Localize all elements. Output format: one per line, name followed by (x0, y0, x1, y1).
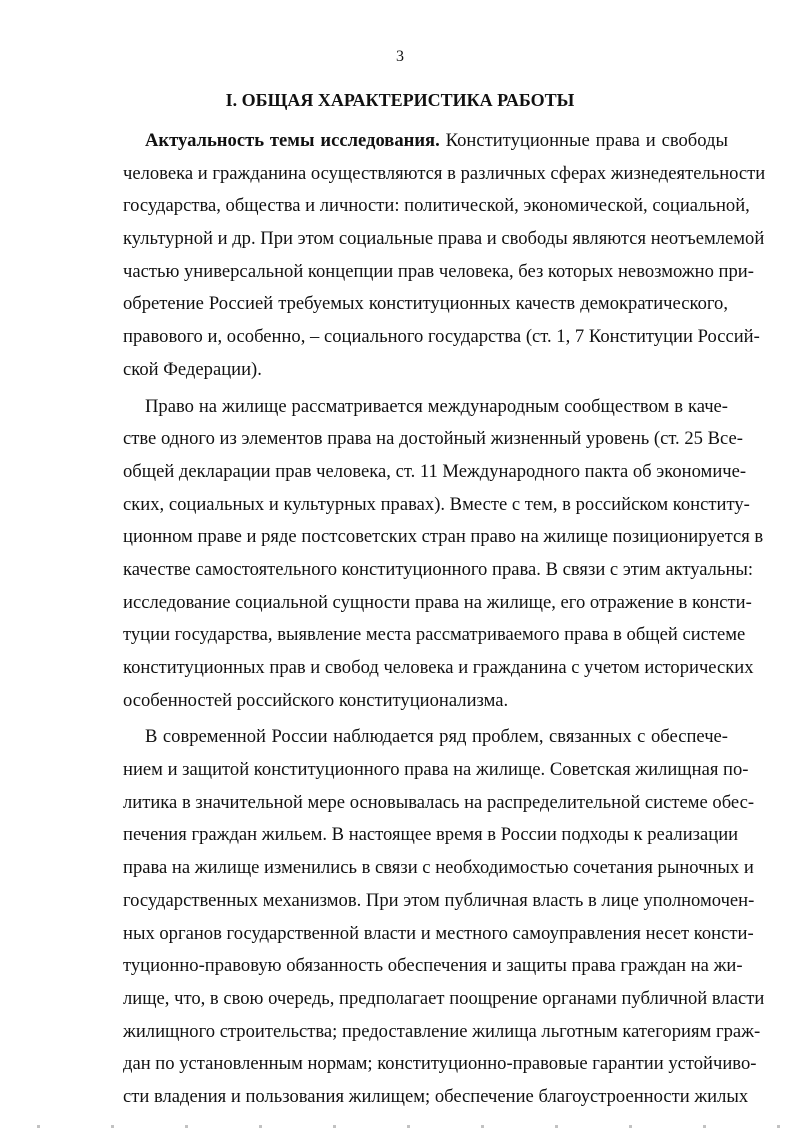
text-line: сти владения и пользования жилищем; обеспечение благоустроенности жилых (123, 1085, 749, 1107)
text-line: литика в значительной мере основывалась на распределительной системе обес- (123, 791, 755, 813)
text-line: жилищного строительства; предоставление жилища льготным категориям граж- (123, 1020, 761, 1042)
text-line: ских, социальных и культурных правах). Вместе с тем, в российском конститу- (123, 493, 750, 515)
text-line: ционном праве и ряде постсоветских стран право на жилище позиционируется в (123, 526, 764, 548)
text-line: исследование социальной сущности права на жилище, его отражение в консти- (123, 591, 752, 613)
text-line: конституционных прав и свобод человека и гражданина с учетом исторических (123, 657, 754, 678)
text-line: обретение Россией требуемых конституционных качеств демократического, (123, 293, 728, 315)
text-line: качестве самостоятельного конституционного права. В связи с этим актуальны: (123, 558, 754, 580)
paragraph-modern-russia (123, 721, 765, 1113)
text-span: Конституционные права и свободы (439, 130, 728, 151)
text-line: стве одного из элементов права на достойный жизненный уровень (ст. 25 Все- (123, 428, 743, 450)
text-line: дан по установленным нормам; конституционно-правовые гарантии устойчиво- (123, 1053, 757, 1075)
text-line: правового и, особенно, – социального государства (ст. 1, 7 Конституции Россий- (123, 326, 760, 348)
page-number: 3 (396, 48, 404, 65)
text-line: В современной России наблюдается ряд проблем, связанных с обеспече- (145, 726, 728, 748)
text-line: права на жилище изменились в связи с необходимостью сочетания рыночных и (123, 857, 754, 879)
text-line: частью универсальной концепции прав человека, без которых невозможно при- (123, 260, 754, 282)
text-line: ской Федерации). (123, 358, 262, 380)
text-line: печения граждан жильем. В настоящее время в России подходы к реализации (123, 824, 739, 846)
paragraph-relevance (123, 125, 766, 387)
text-line (123, 125, 728, 158)
paragraph-lead-in: Актуальность темы исследования. (145, 130, 440, 151)
text-line: особенностей российского конституционализма. (123, 689, 509, 711)
text-line: лище, что, в свою очередь, предполагает поощрение органами публичной власти (123, 987, 765, 1009)
text-line: государственных механизмов. При этом публичная власть в лице уполномочен- (123, 889, 755, 911)
text-line: ных органов государственной власти и местного самоуправления несет консти- (123, 922, 754, 944)
body-text (123, 125, 766, 1114)
text-line: нием и защитой конституционного права на жилище. Советская жилищная по- (123, 759, 749, 781)
text-line: Право на жилище рассматривается международным сообществом в каче- (145, 395, 728, 417)
text-line: туции государства, выявление места рассматриваемого права в общей системе (123, 624, 746, 646)
paragraph-housing-right (123, 391, 764, 718)
text-line: человека и гражданина осуществляются в различных сферах жизнедеятельности (123, 162, 766, 184)
section-title: I. ОБЩАЯ ХАРАКТЕРИСТИКА РАБОТЫ (225, 90, 575, 110)
scan-edge-artifact (0, 1125, 800, 1128)
text-line: туционно-правовую обязанность обеспечения и защиты права граждан на жи- (123, 955, 743, 977)
text-line: государства, общества и личности: политической, экономической, социальной, (123, 195, 750, 217)
text-line: культурной и др. При этом социальные права и свободы являются неотъемлемой (123, 228, 765, 250)
text-line: общей декларации прав человека, ст. 11 Международного пакта об экономиче- (123, 460, 747, 482)
